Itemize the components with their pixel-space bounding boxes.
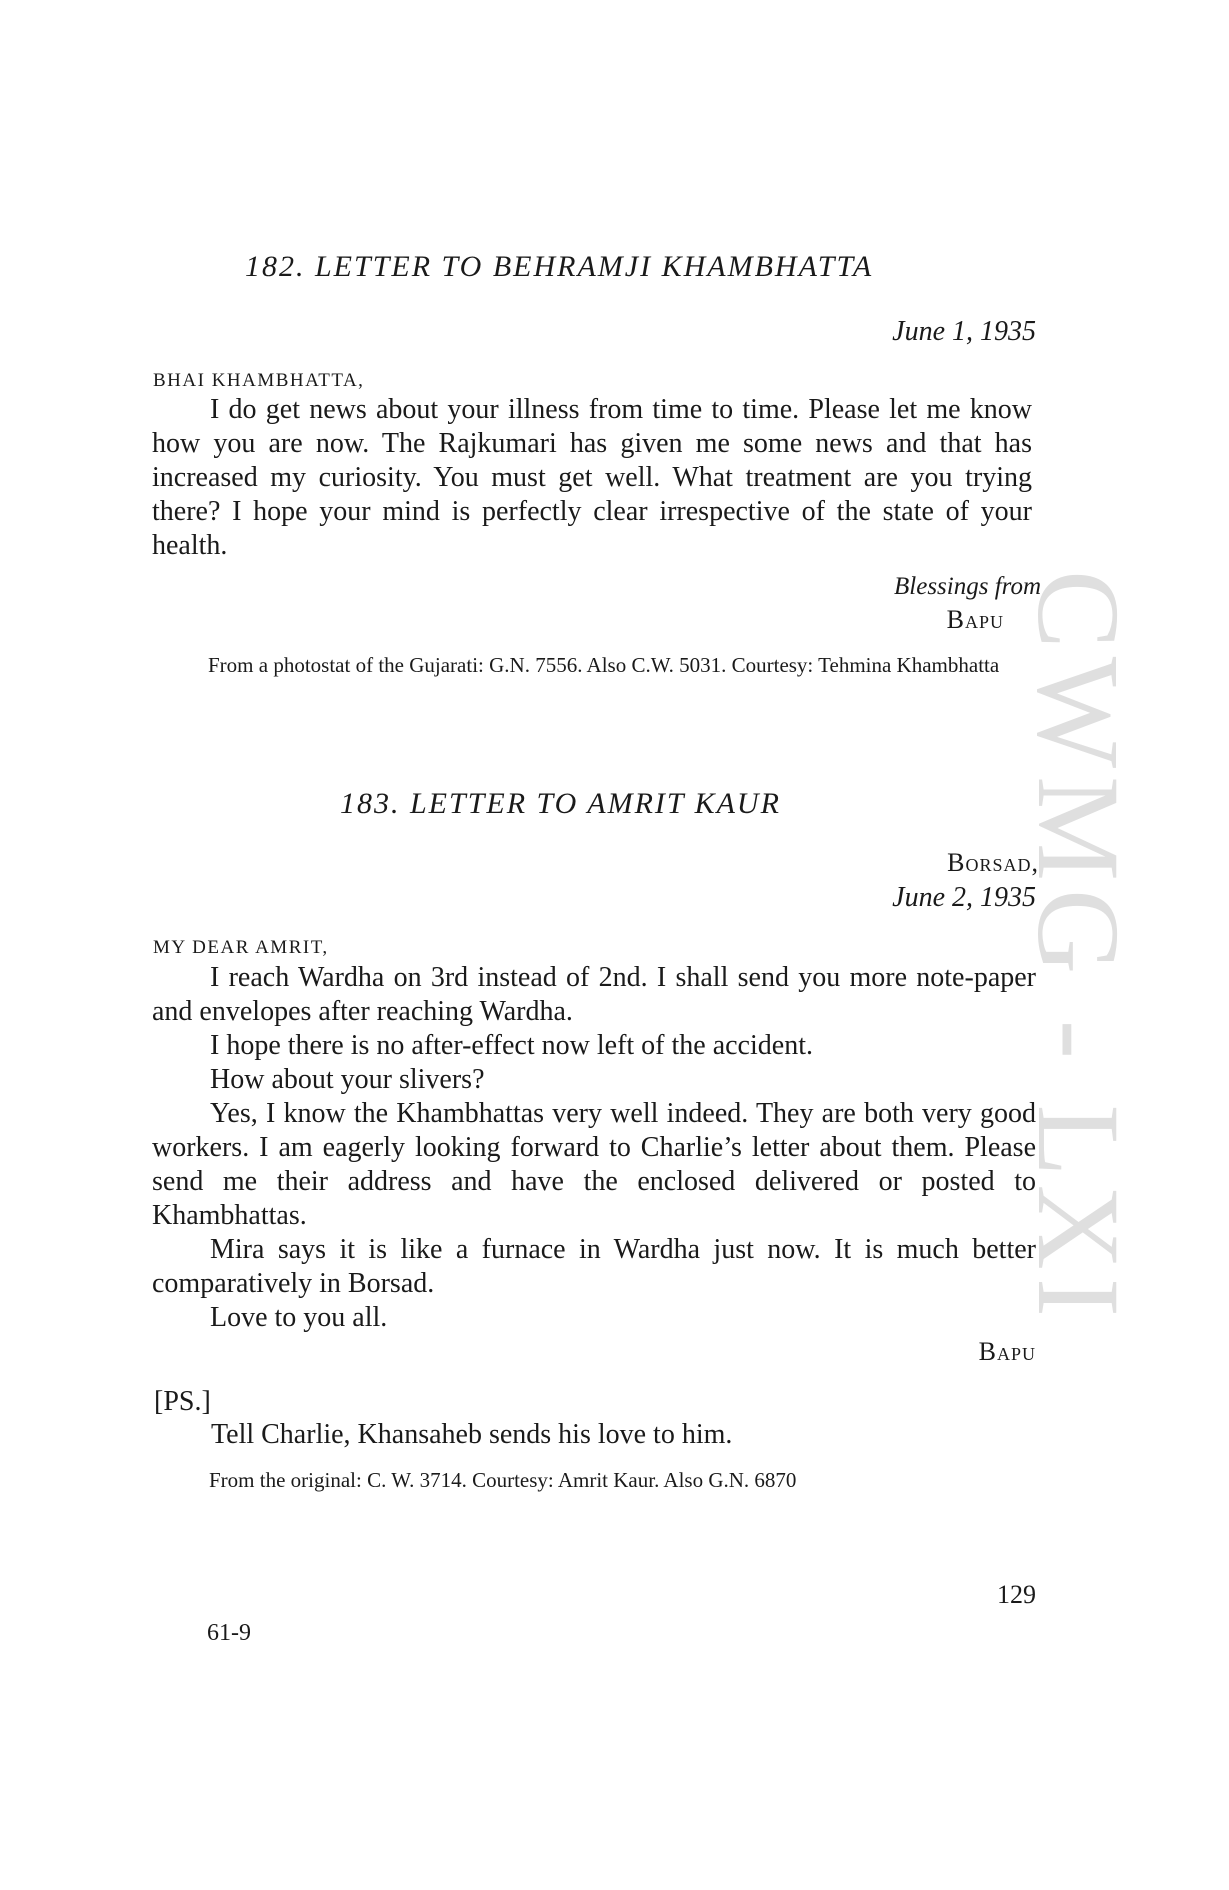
letter-182-closing: Blessings from [894,573,1041,600]
letter-183-date: June 2, 1935 [892,882,1036,913]
letter-183-paragraph: Love to you all. [210,1302,388,1333]
letter-182-salutation: BHAI KHAMBHATTA, [153,370,365,391]
letter-183-paragraph: I reach Wardha on 3rd instead of 2nd. I shall send you more note-paper and envelopes after reaching Wardha. [152,962,1036,1027]
letter-183-paragraph: Yes, I know the Khambhattas very well indeed. They are both very good workers. I am eagerly looking forward to Charlie’s letter about them. Please send me their address and have the enclosed delivered or posted to Khambhattas. [152,1098,1036,1231]
ps-text: Tell Charlie, Khansaheb sends his love to him. [211,1419,733,1450]
letter-183-title: 183. LETTER TO AMRIT KAUR [340,787,781,820]
letter-182-signature: Bapu [946,605,1004,634]
ps-label: [PS.] [154,1386,211,1417]
letter-182-date: June 1, 1935 [892,316,1036,347]
letter-183-signature: Bapu [978,1337,1036,1366]
signature-mark: 61-9 [207,1620,251,1646]
letter-183-place: Borsad, [947,848,1039,877]
letter-183-salutation: MY DEAR AMRIT, [153,937,329,958]
letter-183-source: From the original: C. W. 3714. Courtesy: Amrit Kaur. Also G.N. 6870 [209,1468,797,1492]
letter-182-source: From a photostat of the Gujarati: G.N. 7556. Also C.W. 5031. Courtesy: Tehmina Khambhatta [208,653,1000,677]
letter-182-title: 182. LETTER TO BEHRAMJI KHAMBHATTA [245,250,874,283]
page-number: 129 [997,1580,1036,1609]
letter-183-paragraph: I hope there is no after-effect now left of the accident. [210,1030,813,1061]
letter-183-body [152,961,1036,1335]
letter-183-paragraph: How about your slivers? [210,1064,485,1095]
letter-182-body: I do get news about your illness from time to time. Please let me know how you are now. The Rajkumari has given me some news and that has increased my curiosity. You must get well. What treatment are you trying there? I hope your mind is perfectly clear irrespective of the state of your health. [152,394,1032,561]
letter-183-paragraph: Mira says it is like a furnace in Wardha just now. It is much better comparatively in Borsad. [152,1234,1036,1299]
watermark-text: CWMG - LXI [1013,570,1144,1326]
